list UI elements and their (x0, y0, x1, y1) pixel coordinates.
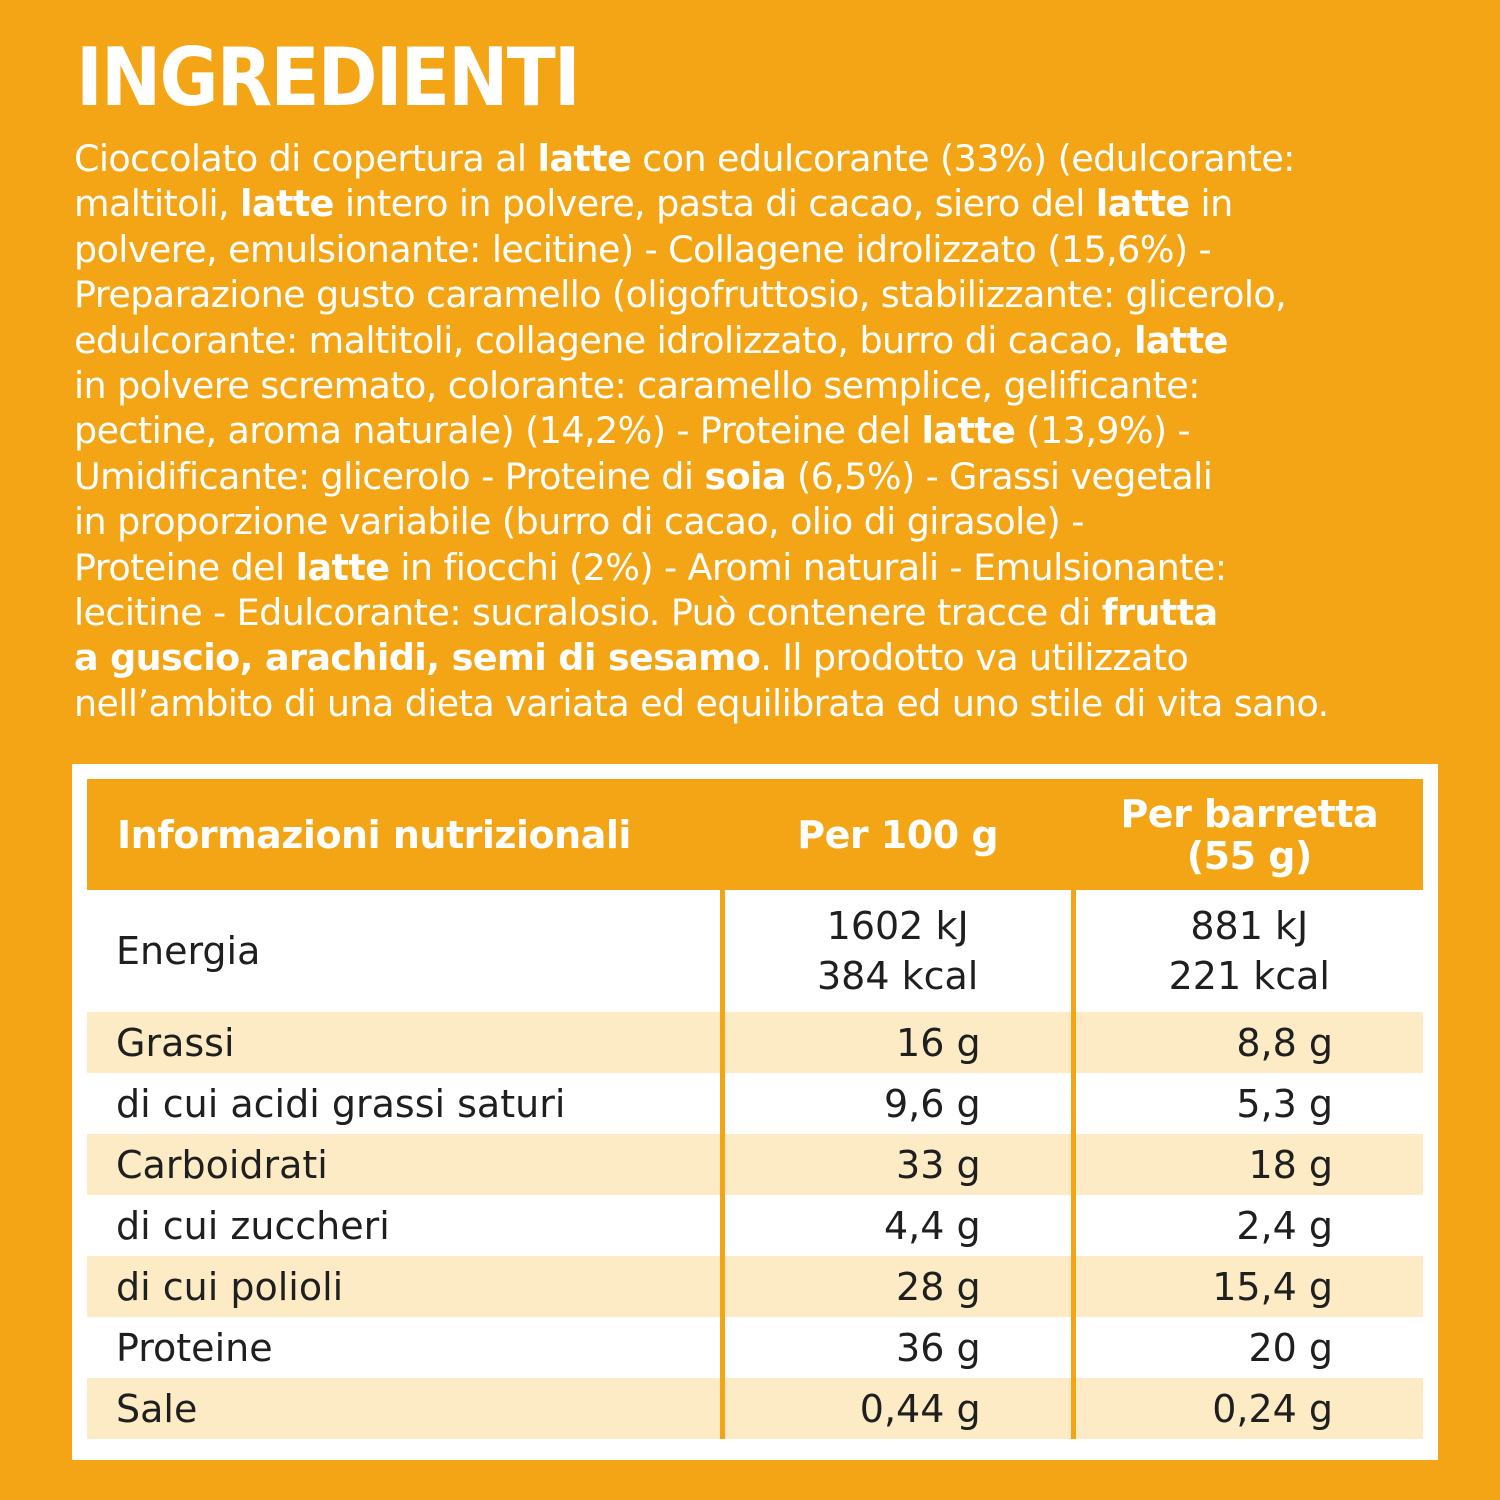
ingredient-text: . Il prodotto va utilizzato (760, 636, 1189, 680)
table-row (87, 1317, 1423, 1378)
header-per-bar (1071, 779, 1423, 890)
row-label: Sale (87, 1378, 720, 1439)
ingredients-line (74, 681, 1474, 726)
row-label: di cui polioli (87, 1256, 720, 1317)
ingredient-text: in fiocchi (2%) - Aromi naturali - Emulsionante: (389, 545, 1227, 589)
header-per-bar-line1: Per barretta (1120, 791, 1379, 836)
row-label: Proteine (116, 1325, 273, 1370)
ingredient-text: maltitoli, (74, 182, 241, 226)
ingredient-text: in (1189, 182, 1233, 226)
row-label: Energia (116, 929, 261, 973)
row-per-bar: 0,24 g (1071, 1378, 1423, 1439)
ingredient-text: edulcorante: maltitoli, collagene idrolizzato, burro di cacao, (74, 318, 1134, 362)
row-label: di cui acidi grassi saturi (116, 1081, 566, 1126)
ingredient-text: lecitine - Edulcorante: sucralosio. Può contenere tracce di (74, 591, 1102, 635)
ingredients-line (74, 499, 1474, 544)
ingredient-text: con edulcorante (33%) (edulcorante: (631, 137, 1295, 180)
ingredients-line (74, 272, 1474, 317)
row-per-bar: 15,4 g (1071, 1256, 1423, 1317)
row-label: di cui zuccheri (116, 1203, 390, 1248)
nutrition-header-row (87, 779, 1423, 890)
energy-per-100g (720, 890, 1071, 1012)
ingredient-text: Preparazione gusto caramello (oligofruttosio, stabilizzante: glicerolo, (74, 273, 1287, 317)
ingredient-text: in polvere scremato, colorante: caramello semplice, gelificante: (74, 364, 1200, 408)
row-per-bar: 8,8 g (1071, 1012, 1423, 1073)
energy-per-bar-kcal: 221 kcal (1168, 954, 1330, 998)
nutrition-table (87, 779, 1423, 1439)
table-row (87, 1012, 1423, 1073)
row-per-100g: 33 g (720, 1134, 1071, 1195)
energy-per-bar-kj: 881 kJ (1190, 904, 1309, 948)
table-row (87, 1134, 1423, 1195)
allergen-text: latte (295, 545, 390, 589)
ingredient-text: polvere, emulsionante: lecitine) - Collagene idrolizzato (15,6%) - (74, 227, 1212, 271)
table-row (87, 1073, 1423, 1134)
row-label: Grassi (87, 1012, 720, 1073)
ingredient-text: (13,9%) - (1015, 409, 1191, 453)
allergen-text: soia (704, 454, 786, 498)
ingredients-line (74, 318, 1474, 363)
row-per-100g: 16 g (720, 1012, 1071, 1073)
table-row (87, 890, 1423, 1012)
allergen-text: frutta (1101, 591, 1218, 635)
table-row (87, 1256, 1423, 1317)
header-per-bar-line2: (55 g) (1186, 833, 1312, 878)
row-per-bar: 2,4 g (1071, 1195, 1423, 1256)
allergen-text: latte (537, 137, 632, 180)
header-label: Informazioni nutrizionali (87, 779, 720, 890)
allergen-text: a guscio, arachidi, semi di sesamo (74, 636, 761, 680)
ingredients-line (74, 590, 1474, 635)
row-per-100g: 36 g (720, 1317, 1071, 1378)
energy-per-100g-kcal: 384 kcal (816, 954, 979, 998)
ingredients-line (74, 227, 1474, 272)
ingredient-text: (6,5%) - Grassi vegetali (785, 454, 1213, 498)
nutrition-panel (72, 764, 1438, 1460)
row-label: Carboidrati (87, 1134, 720, 1195)
row-per-100g: 9,6 g (720, 1073, 1071, 1134)
ingredient-text: pectine, aroma naturale) (14,2%) - Proteine del (74, 409, 922, 453)
energy-per-100g-kj: 1602 kJ (826, 904, 969, 948)
header-per-100g: Per 100 g (720, 779, 1071, 890)
allergen-text: latte (240, 182, 334, 226)
ingredients-text (74, 136, 1474, 726)
row-per-bar: 20 g (1071, 1317, 1423, 1378)
ingredients-line (74, 363, 1474, 408)
row-per-100g: 0,44 g (720, 1378, 1071, 1439)
ingredient-text: Cioccolato di copertura al (74, 137, 538, 180)
ingredients-line (74, 454, 1474, 499)
ingredients-line (74, 136, 1474, 181)
ingredient-text: in proporzione variabile (burro di cacao, olio di girasole) - (74, 500, 1084, 544)
ingredient-text: Proteine del (74, 545, 296, 589)
row-per-bar: 5,3 g (1071, 1073, 1423, 1134)
row-per-100g: 28 g (720, 1256, 1071, 1317)
energy-per-bar (1071, 890, 1423, 1012)
row-per-100g: 4,4 g (720, 1195, 1071, 1256)
ingredient-text: intero in polvere, pasta di cacao, siero del (333, 182, 1096, 226)
row-per-bar: 18 g (1071, 1134, 1423, 1195)
table-row (87, 1195, 1423, 1256)
ingredients-line (74, 181, 1474, 226)
allergen-text: latte (1133, 318, 1228, 362)
ingredient-text: nell’ambito di una dieta variata ed equilibrata ed uno stile di vita sano. (74, 681, 1329, 725)
ingredients-line (74, 408, 1474, 453)
allergen-text: latte (1095, 182, 1190, 226)
table-row (87, 1378, 1423, 1439)
ingredients-line (74, 545, 1474, 590)
page-title: INGREDIENTI (76, 31, 579, 124)
allergen-text: latte (921, 409, 1016, 453)
ingredient-text: Umidificante: glicerolo - Proteine di (74, 454, 705, 498)
ingredients-line (74, 635, 1474, 680)
